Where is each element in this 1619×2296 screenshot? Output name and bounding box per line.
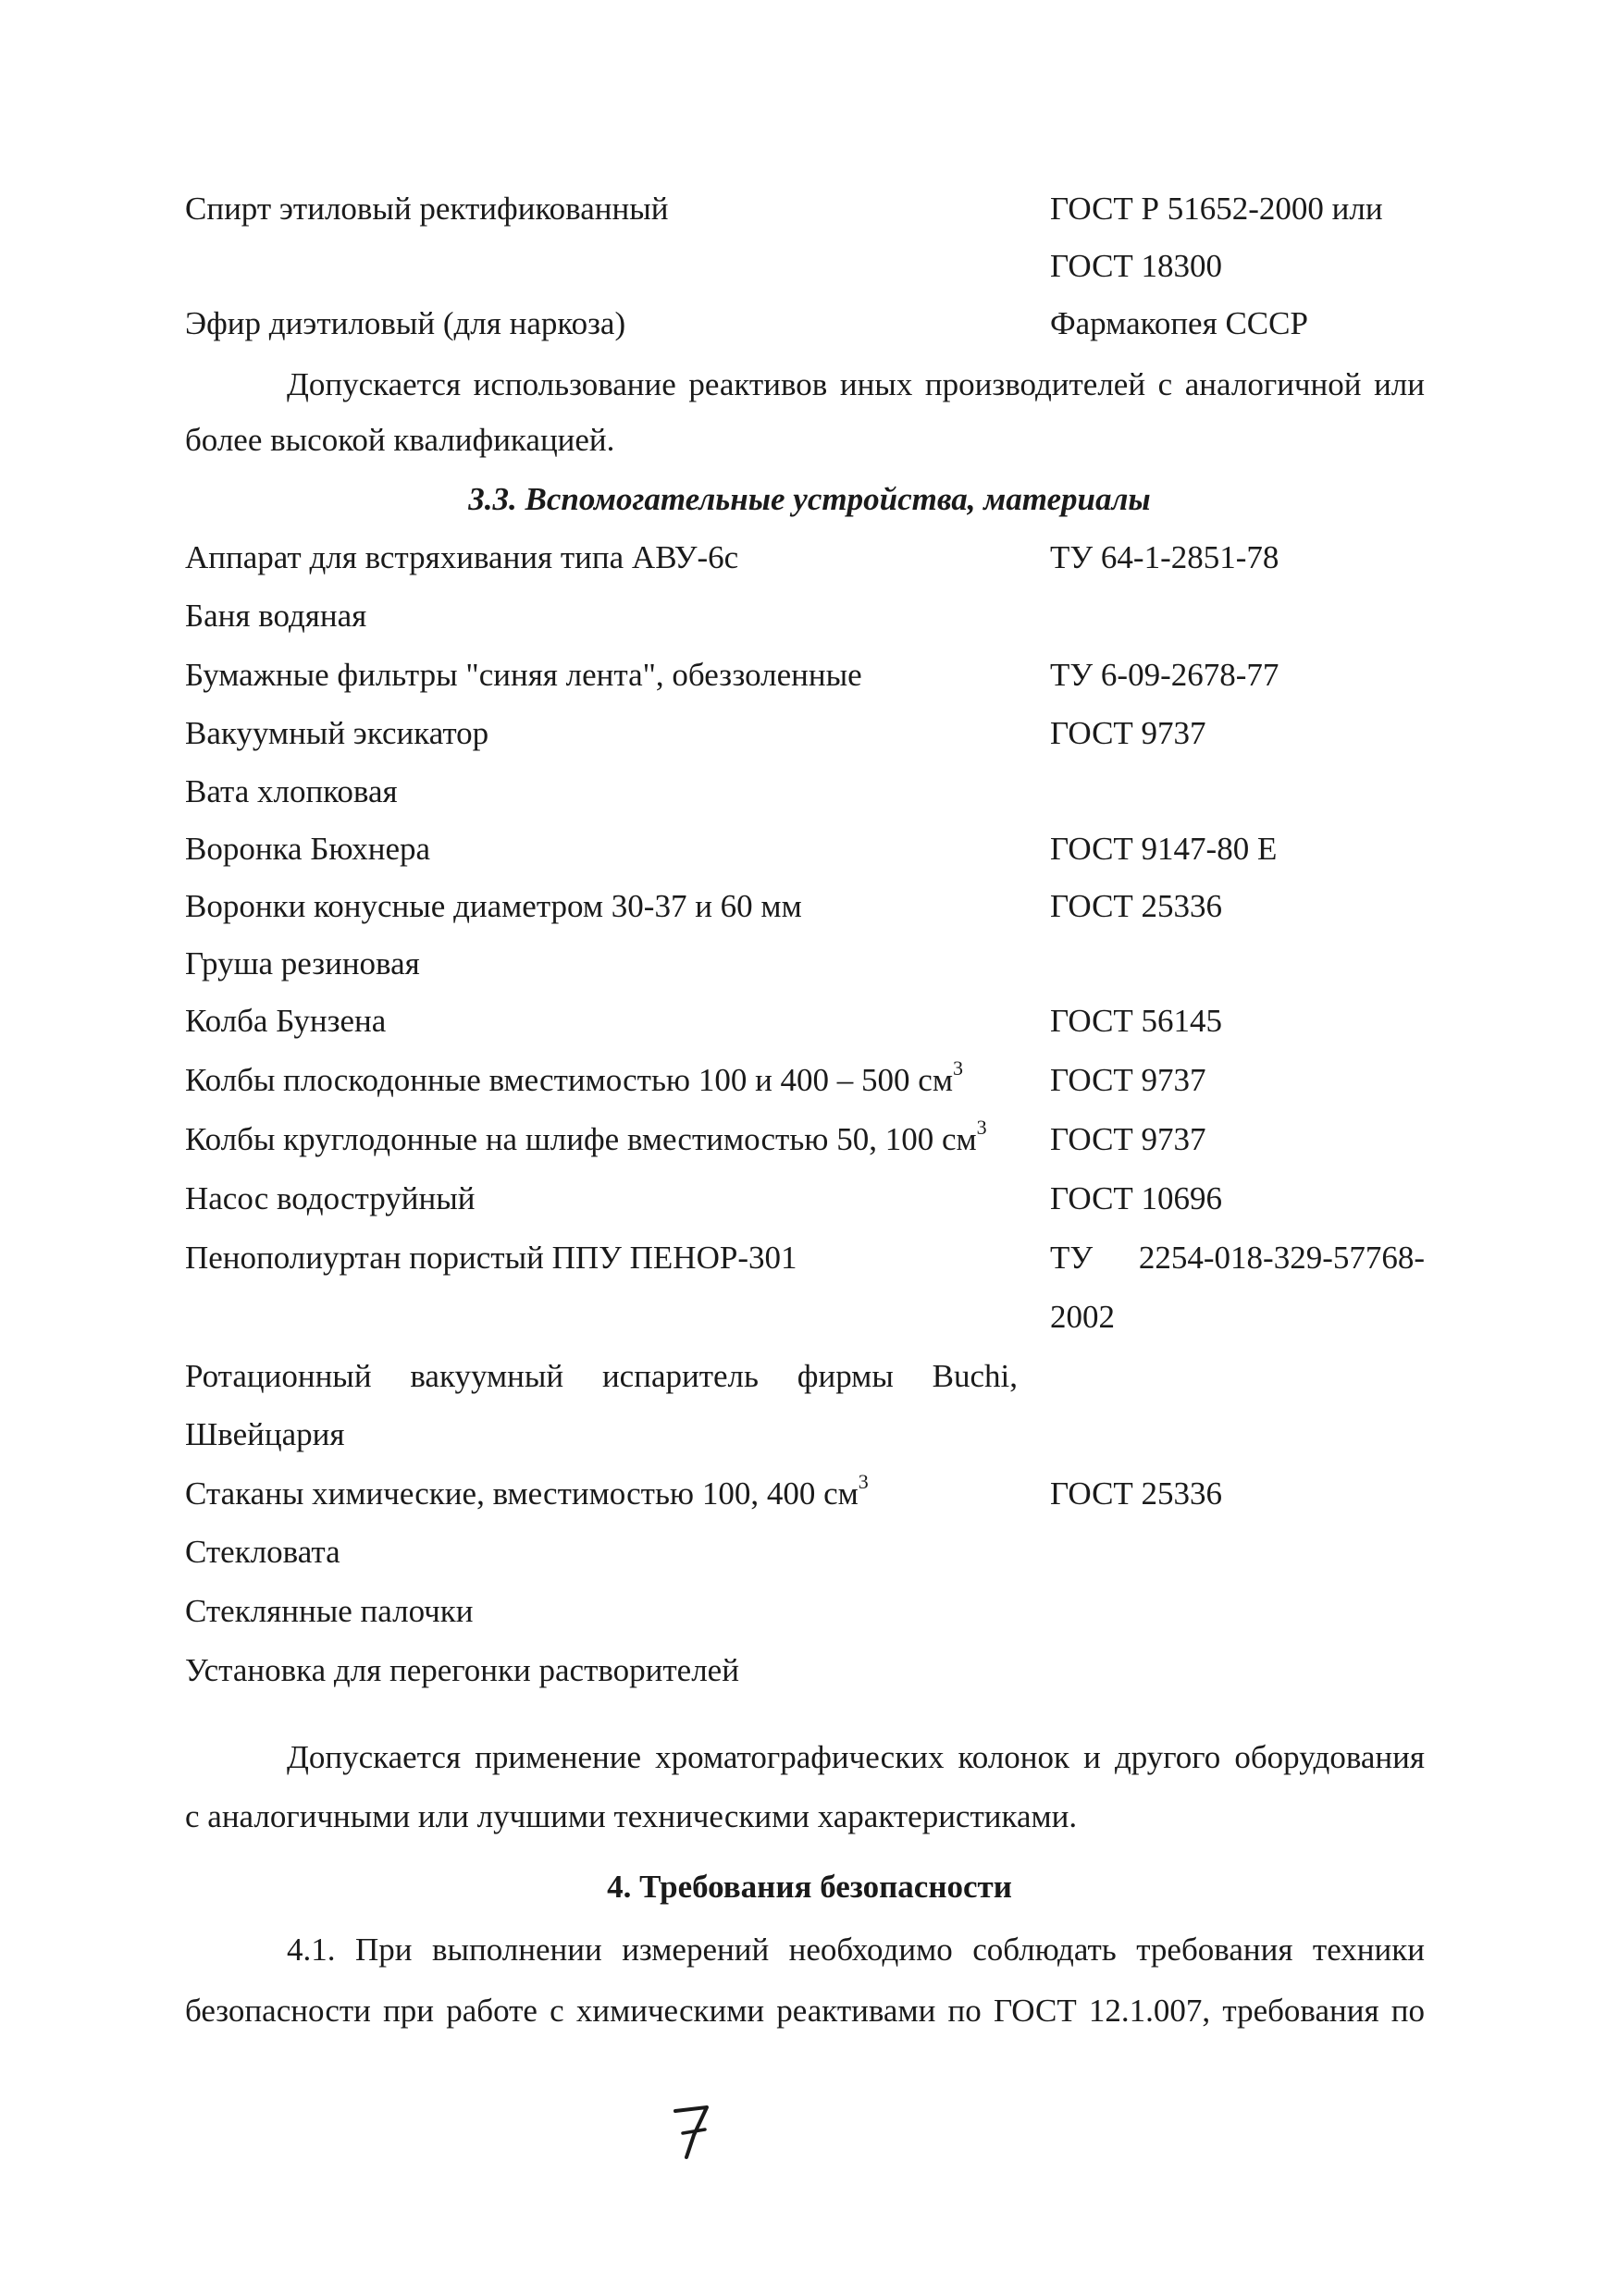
superscript-unit: 3 xyxy=(976,1116,987,1140)
section-4-paragraph-line1: 4.1. При выполнении измерений необходимо соблюдать требования техники xyxy=(287,1932,1425,1968)
superscript-unit: 3 xyxy=(953,1056,963,1080)
equipment-standard: ГОСТ 10696 xyxy=(1050,1180,1223,1216)
equipment-standard: ТУ 6-09-2678-77 xyxy=(1050,657,1279,693)
equipment-standard: ГОСТ 25336 xyxy=(1050,1475,1223,1512)
equipment-name-text: Колбы круглодонные на шлифе вместимостью 50, 100 см xyxy=(185,1121,977,1157)
equipment-standard: ГОСТ 9737 xyxy=(1050,715,1206,751)
reagents-note-line1: Допускается использование реактивов иных производителей с аналогичной или xyxy=(287,366,1425,402)
equipment-name: Ротационный вакуумный испаритель фирмы Buchi, xyxy=(185,1358,1018,1394)
equipment-note-line2: с аналогичными или лучшими техническими характеристиками. xyxy=(185,1798,1078,1834)
equipment-name: Швейцария xyxy=(185,1416,345,1452)
equipment-name xyxy=(185,1116,987,1157)
equipment-name: Груша резиновая xyxy=(185,945,420,981)
reagent-name: Эфир диэтиловый (для наркоза) xyxy=(185,305,626,341)
section-3-3-title: 3.3. Вспомогательные устройства, материалы xyxy=(468,481,1151,517)
equipment-standard: ТУ 64-1-2851-78 xyxy=(1050,539,1279,575)
equipment-name: Аппарат для встряхивания типа АВУ-6с xyxy=(185,539,739,575)
equipment-name: Вата хлопковая xyxy=(185,773,398,809)
equipment-name: Установка для перегонки растворителей xyxy=(185,1652,739,1688)
equipment-name-text: Колбы плоскодонные вместимостью 100 и 400 – 500 см xyxy=(185,1062,953,1098)
superscript-unit: 3 xyxy=(858,1470,869,1494)
equipment-standard: ТУ 2254-018-329-57768- xyxy=(1050,1240,1425,1276)
equipment-standard: ГОСТ 9737 xyxy=(1050,1062,1206,1098)
equipment-name: Воронки конусные диаметром 30-37 и 60 мм xyxy=(185,888,802,924)
equipment-standard: ГОСТ 25336 xyxy=(1050,888,1223,924)
equipment-name: Баня водяная xyxy=(185,598,367,634)
equipment-name-text: Стаканы химические, вместимостью 100, 400 см xyxy=(185,1475,859,1512)
equipment-name xyxy=(185,1056,963,1098)
reagents-note-line2: более высокой квалификацией. xyxy=(185,422,615,458)
section-4-title: 4. Требования безопасности xyxy=(607,1869,1012,1905)
equipment-name: Насос водоструйный xyxy=(185,1180,476,1216)
page-number-handwritten xyxy=(666,2098,722,2163)
reagent-standard: ГОСТ Р 51652-2000 или xyxy=(1050,191,1383,227)
equipment-name: Вакуумный эксикатор xyxy=(185,715,489,751)
equipment-standard: ГОСТ 9147-80 Е xyxy=(1050,831,1278,867)
reagent-standard: ГОСТ 18300 xyxy=(1050,248,1223,284)
equipment-name: Пенополиуртан пористый ППУ ПЕНОР-301 xyxy=(185,1240,797,1276)
equipment-name: Стеклянные палочки xyxy=(185,1593,474,1629)
equipment-name: Воронка Бюхнера xyxy=(185,831,431,867)
reagent-name: Спирт этиловый ректификованный xyxy=(185,191,669,227)
equipment-name: Колба Бунзена xyxy=(185,1003,387,1039)
equipment-standard: 2002 xyxy=(1050,1299,1115,1335)
equipment-note-line1: Допускается применение хроматографических колонок и другого оборудования xyxy=(287,1739,1425,1775)
equipment-name: Стекловата xyxy=(185,1534,340,1570)
section-4-paragraph-line2: безопасности при работе с химическими реактивами по ГОСТ 12.1.007, требования по xyxy=(185,1993,1425,2029)
equipment-name: Бумажные фильтры "синяя лента", обеззоленные xyxy=(185,657,862,693)
equipment-standard: ГОСТ 56145 xyxy=(1050,1003,1223,1039)
reagent-standard: Фармакопея СССР xyxy=(1050,305,1308,341)
equipment-name xyxy=(185,1470,869,1512)
equipment-standard: ГОСТ 9737 xyxy=(1050,1121,1206,1157)
